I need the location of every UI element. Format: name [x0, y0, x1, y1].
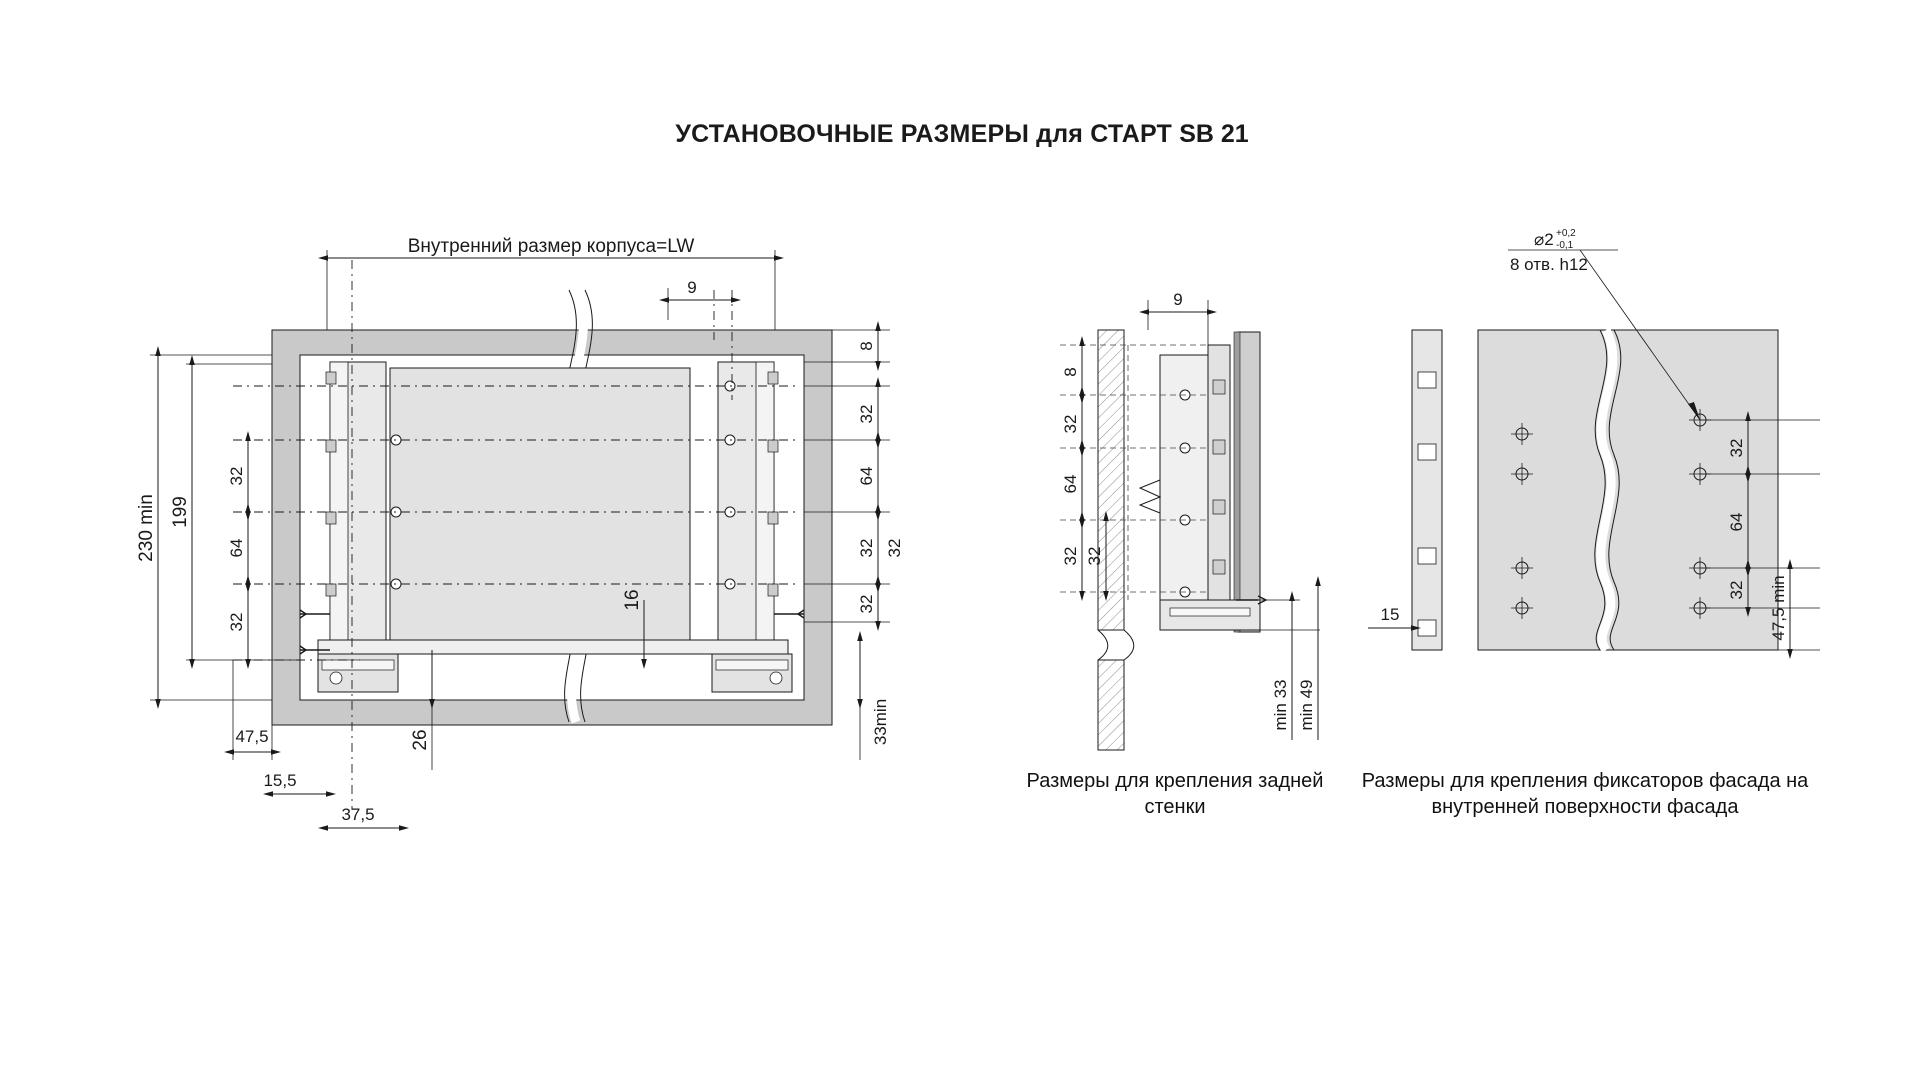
slot-icon	[1418, 372, 1436, 388]
label-facade-32top: 32	[1727, 438, 1746, 458]
label-right-64: 64	[857, 466, 876, 486]
label-375: 37,5	[341, 805, 375, 824]
label-facade-64: 64	[1727, 512, 1746, 532]
bracket-icon	[326, 584, 336, 596]
facade-panel	[1238, 332, 1260, 632]
back-panel	[1098, 330, 1124, 630]
label-right-8: 8	[857, 341, 876, 351]
break-symbol	[1098, 630, 1108, 660]
wheel-icon	[330, 672, 342, 684]
bracket-icon	[326, 512, 336, 524]
bottom-rail	[1170, 608, 1250, 616]
slot-icon	[1418, 444, 1436, 460]
label-diameter: ⌀2	[1534, 230, 1554, 249]
bracket-icon	[326, 372, 336, 384]
label-left-32-bottom: 32	[227, 612, 246, 632]
bracket-icon	[1213, 380, 1225, 394]
label-tol-upper: +0,2	[1556, 228, 1576, 239]
label-right-32c: 32	[885, 538, 904, 558]
label-side-8: 8	[1061, 367, 1080, 377]
facade-edge	[1234, 332, 1240, 632]
label-475: 47,5	[235, 727, 269, 746]
label-26: 26	[410, 729, 431, 751]
label-155: 15,5	[263, 771, 297, 790]
label-side-32b: 32	[1085, 546, 1104, 566]
drawer-panel	[390, 368, 690, 648]
label-right-32d: 32	[857, 594, 876, 614]
bracket-icon	[768, 372, 778, 384]
label-15: 15	[1380, 605, 1400, 624]
zigzag-break	[1140, 480, 1160, 513]
right-runner	[718, 362, 778, 647]
left-runner-rail	[330, 362, 348, 647]
label-holes-note: 8 отв. h12	[1510, 255, 1588, 274]
bracket-icon	[326, 440, 336, 452]
bracket-icon	[768, 584, 778, 596]
bracket-icon	[768, 512, 778, 524]
label-33min: 33min	[871, 698, 890, 746]
front-view-group	[136, 236, 904, 828]
facade-view-caption: Размеры для крепления фиксаторов фасада на внутренней поверхности фасада	[1361, 770, 1809, 818]
label-tol-lower: -0,1	[1556, 240, 1574, 251]
label-16: 16	[622, 589, 643, 611]
page-title-model: SB 21	[1179, 120, 1249, 148]
facade-view-group	[1368, 228, 1820, 650]
label-right-32b: 32	[857, 538, 876, 558]
label-min49: min 49	[1297, 679, 1316, 731]
slot-icon	[1418, 620, 1436, 636]
page-title-main: УСТАНОВОЧНЫЕ РАЗМЕРЫ для СТАРТ	[675, 120, 1180, 148]
label-internal-width: Внутренний размер корпуса=LW	[407, 236, 695, 257]
break-symbol	[1124, 630, 1134, 660]
bracket-icon	[1213, 500, 1225, 514]
label-right-32a: 32	[857, 404, 876, 424]
label-side-9: 9	[1173, 290, 1183, 309]
bracket-icon	[1213, 560, 1225, 574]
bracket-icon	[768, 440, 778, 452]
slot-icon	[1418, 548, 1436, 564]
label-left-64: 64	[227, 538, 246, 558]
bracket-icon	[1213, 440, 1225, 454]
label-min33: min 33	[1271, 679, 1290, 731]
left-bottom-detail	[322, 660, 394, 670]
label-left-32-top: 32	[227, 466, 246, 486]
label-199: 199	[170, 496, 191, 528]
label-475min: 47,5 min	[1769, 575, 1788, 641]
side-view-group	[1060, 290, 1320, 750]
wheel-icon	[770, 672, 782, 684]
right-bottom-detail	[716, 660, 788, 670]
label-side-32a: 32	[1061, 546, 1080, 566]
label-side-32top: 32	[1061, 414, 1080, 434]
label-top-offset-9: 9	[687, 278, 697, 297]
label-facade-32bottom: 32	[1727, 580, 1746, 600]
label-side-64: 64	[1061, 474, 1080, 494]
label-230min: 230 min	[136, 494, 157, 562]
side-view-caption: Размеры для крепления задней стенки	[1026, 770, 1324, 818]
bottom-profile	[318, 640, 788, 654]
back-panel-lower	[1098, 660, 1124, 750]
right-runner-rail	[756, 362, 774, 647]
